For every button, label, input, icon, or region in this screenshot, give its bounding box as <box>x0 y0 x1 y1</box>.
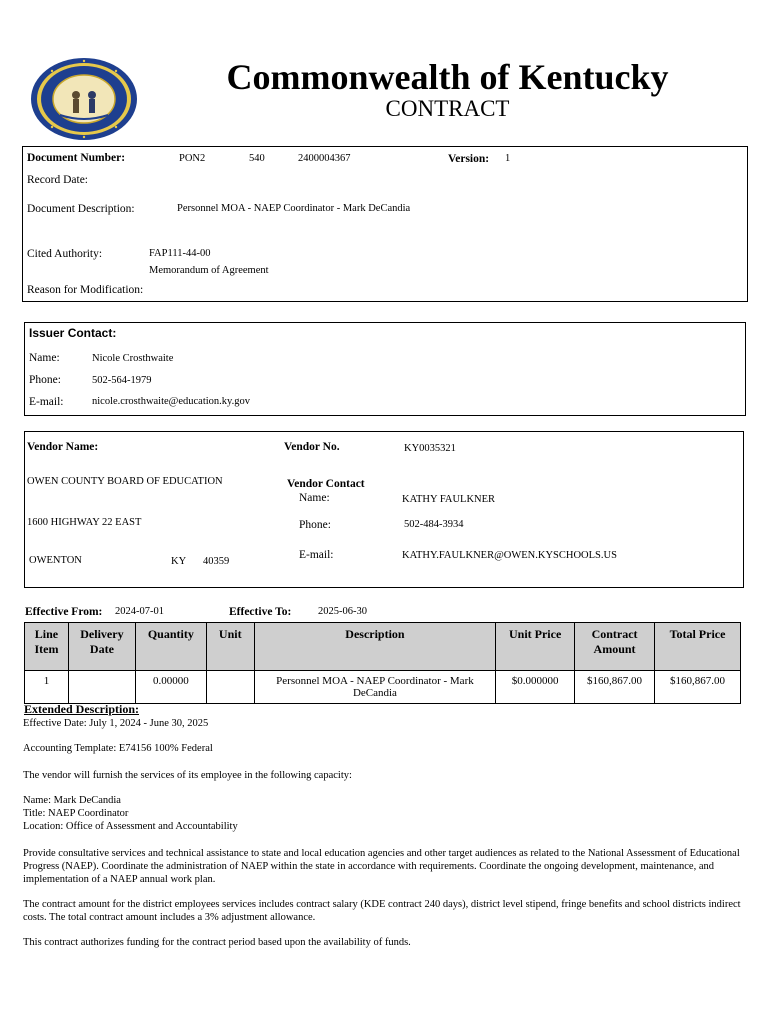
cell-line-item: 1 <box>25 671 69 704</box>
effective-from-value: 2024-07-01 <box>115 606 164 617</box>
vendor-no-label: Vendor No. <box>284 441 340 453</box>
document-number-id: 2400004367 <box>298 153 351 164</box>
page-subtitle: CONTRACT <box>385 96 510 121</box>
line-items-table <box>24 622 741 704</box>
issuer-phone-value: 502-564-1979 <box>92 375 152 386</box>
document-description-label: Document Description: <box>27 203 135 215</box>
vendor-box <box>24 431 744 588</box>
vendor-contact-phone-label: Phone: <box>299 519 331 531</box>
header-description: Description <box>254 623 495 671</box>
vendor-address: 1600 HIGHWAY 22 EAST <box>27 517 142 528</box>
header-total-price: Total Price <box>655 623 741 671</box>
vendor-contact-heading: Vendor Contact <box>287 478 365 490</box>
vendor-city: OWENTON <box>29 555 82 566</box>
issuer-phone-label: Phone: <box>29 374 61 386</box>
document-number-dept: 540 <box>249 153 265 164</box>
vendor-name-value: OWEN COUNTY BOARD OF EDUCATION <box>27 476 223 487</box>
document-info-box <box>22 146 748 302</box>
extended-employee-name: Name: Mark DeCandia <box>23 795 121 806</box>
header-quantity: Quantity <box>135 623 206 671</box>
extended-accounting: Accounting Template: E74156 100% Federal <box>23 743 213 754</box>
issuer-name-value: Nicole Crosthwaite <box>92 353 174 364</box>
effective-to-label: Effective To: <box>229 606 292 618</box>
issuer-email-label: E-mail: <box>29 396 64 408</box>
record-date-label: Record Date: <box>27 174 88 186</box>
cell-description: Personnel MOA - NAEP Coordinator - Mark DeCandia <box>254 671 495 704</box>
cell-delivery-date <box>68 671 135 704</box>
header-unit: Unit <box>206 623 254 671</box>
table-row <box>25 671 741 704</box>
vendor-name-label: Vendor Name: <box>27 441 99 453</box>
vendor-contact-phone-value: 502-484-3934 <box>404 519 464 530</box>
header-line-item: Line Item <box>25 623 69 671</box>
extended-funding: This contract authorizes funding for the contract period based upon the availability of funds. <box>23 937 411 948</box>
cell-unit <box>206 671 254 704</box>
cited-authority-desc: Memorandum of Agreement <box>149 265 269 276</box>
reason-label: Reason for Modification: <box>27 284 144 296</box>
issuer-heading: Issuer Contact: <box>29 326 117 340</box>
table-header-row <box>25 623 741 671</box>
document-description-value: Personnel MOA - NAEP Coordinator - Mark DeCandia <box>177 203 411 214</box>
header-unit-price: Unit Price <box>496 623 575 671</box>
header-contract-amount: Contract Amount <box>575 623 655 671</box>
cell-quantity: 0.00000 <box>135 671 206 704</box>
cited-authority-value: FAP111-44-00 <box>149 248 211 259</box>
document-number-label: Document Number: <box>27 152 126 164</box>
document-number-code: PON2 <box>179 153 206 164</box>
issuer-name-label: Name: <box>29 352 60 364</box>
issuer-email-value[interactable]: nicole.crosthwaite@education.ky.gov <box>92 396 250 407</box>
effective-from-label: Effective From: <box>25 606 103 618</box>
vendor-contact-name-value: KATHY FAULKNER <box>402 494 496 505</box>
vendor-state: KY <box>171 556 187 567</box>
version-value: 1 <box>505 153 511 164</box>
extended-duties: Provide consultative services and technical assistance to state and local education agencies and other target audiences as related to the National Assessment of Educational Progress (NAEP). Coordinate the administration of NAEP within the state in accordance with requirements. Coordinate the ongoing development, maintenance, and implementation of a NAEP annual work plan. <box>23 848 740 885</box>
extended-effective-date: Effective Date: July 1, 2024 - June 30, 2025 <box>23 718 209 729</box>
vendor-no-value: KY0035321 <box>404 443 456 454</box>
extended-employee-location: Location: Office of Assessment and Accountability <box>23 821 238 832</box>
extended-intro: The vendor will furnish the services of its employee in the following capacity: <box>23 770 352 781</box>
vendor-contact-email-value[interactable]: KATHY.FAULKNER@OWEN.KYSCHOOLS.US <box>402 550 617 561</box>
extended-amount: The contract amount for the district employees services includes contract salary (KDE contract 240 days), district level stipend, fringe benefits and school districts indirect costs. The total contract amount includes a 3% adjustment allowance. <box>23 899 741 923</box>
cell-contract-amount: $160,867.00 <box>575 671 655 704</box>
header-delivery-date: Delivery Date <box>68 623 135 671</box>
version-label: Version: <box>448 153 490 165</box>
vendor-zip: 40359 <box>203 556 230 567</box>
page-title: Commonwealth of Kentucky <box>226 57 669 97</box>
effective-to-value: 2025-06-30 <box>318 606 367 617</box>
cell-total-price: $160,867.00 <box>655 671 741 704</box>
cited-authority-label: Cited Authority: <box>27 248 103 260</box>
extended-description-heading: Extended Description: <box>24 702 139 716</box>
vendor-contact-email-label: E-mail: <box>299 549 334 561</box>
cell-unit-price: $0.000000 <box>496 671 575 704</box>
vendor-contact-name-label: Name: <box>299 492 330 504</box>
extended-employee-title: Title: NAEP Coordinator <box>23 808 129 819</box>
